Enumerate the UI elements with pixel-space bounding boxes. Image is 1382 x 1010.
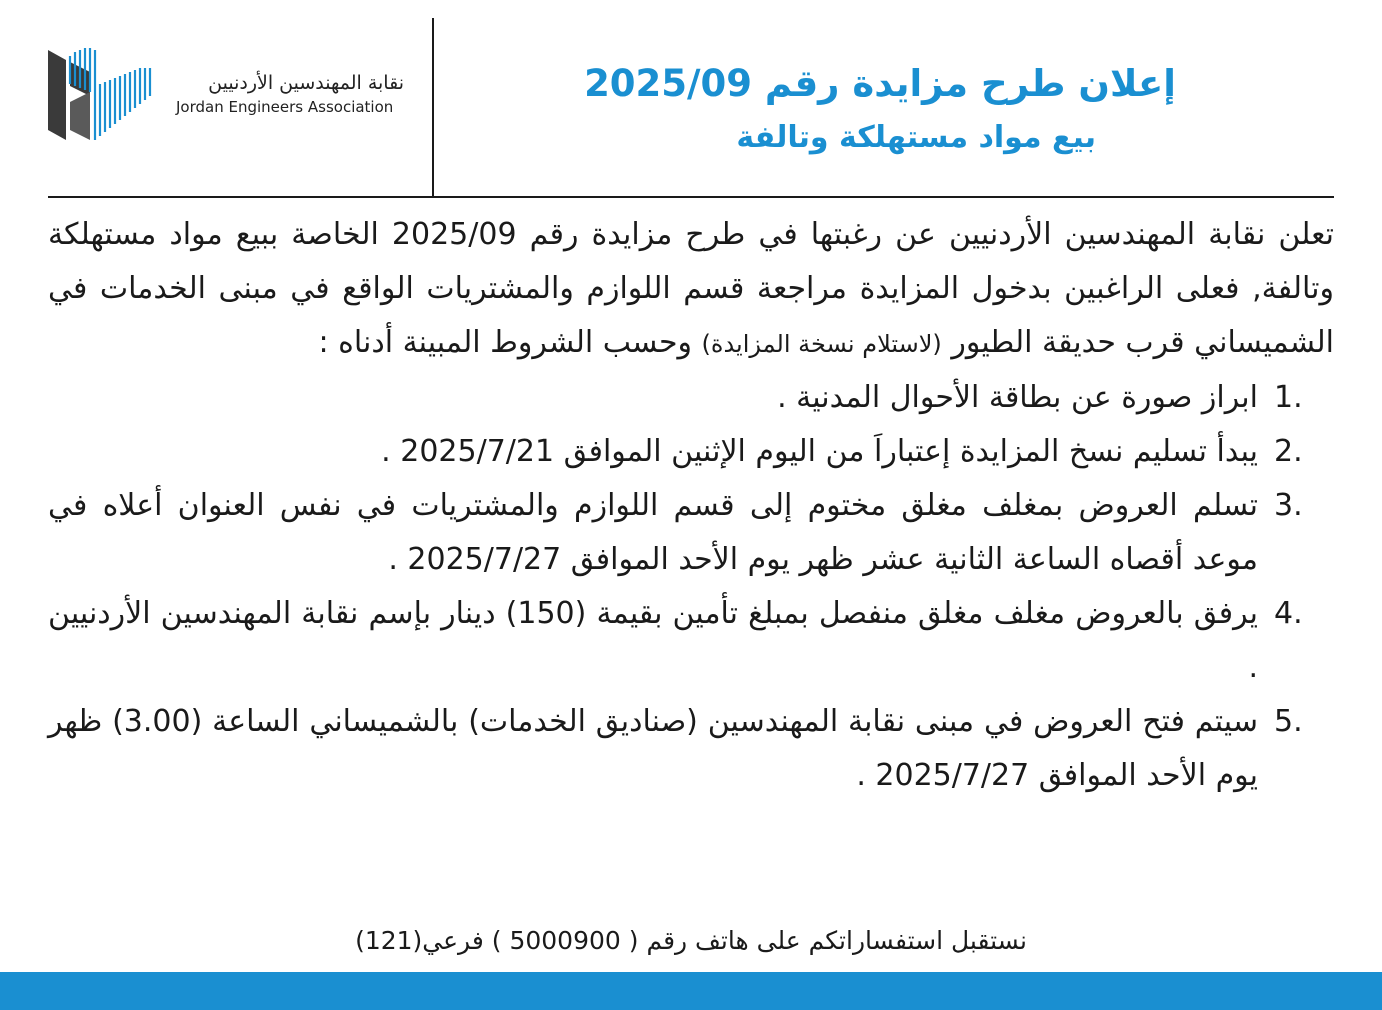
logo-name-arabic: نقابة المهندسين الأردنيين [208,72,404,94]
bottom-accent-bar [0,972,1382,1010]
condition-text: يبدأ تسليم نسخ المزايدة إعتباراَ من اليوم الإثنين الموافق 2025/7/21 . [381,434,1258,469]
condition-item [48,695,1334,803]
announcement-body [48,208,1334,803]
condition-text: سيتم فتح العروض في مبنى نقابة المهندسين (صناديق الخدمات) بالشميساني الساعة (3.00) ظهر يوم الأحد الموافق 2025/7/27 . [48,704,1258,793]
announcement-title: إعلان طرح مزايدة رقم 2025/09 [584,62,1176,105]
jea-logo-mark-icon [46,44,156,144]
association-logo [46,44,416,144]
contact-line: نستقبل استفساراتكم على هاتف رقم ( 5000900 ) فرعي(121) [355,926,1027,955]
condition-item [48,371,1334,425]
header-horizontal-divider [48,196,1334,198]
announcement-header [0,0,1382,200]
conditions-list [48,371,1334,803]
condition-number: 4. [1274,596,1303,631]
announcement-subtitle: بيع مواد مستهلكة وتالفة [736,120,1096,155]
condition-number: 1. [1274,380,1303,415]
condition-item [48,479,1334,587]
condition-text: يرفق بالعروض مغلف مغلق منفصل بمبلغ تأمين بقيمة (150) دينار بإسم نقابة المهندسين الأردنيين . [48,596,1259,685]
intro-text: تعلن نقابة المهندسين الأردنيين عن رغبتها في طرح مزايدة رقم 2025/09 الخاصة ببيع مواد مستهلكة وتالفة, فعلى الراغبين بدخول المزايدة مراجعة قسم اللوازم والمشتريات الواقع في مبنى الخدمات في الشميساني قرب حديقة الطيور [48,217,1334,360]
logo-name-english: Jordan Engineers Association [176,98,394,116]
condition-number: 2. [1274,434,1303,469]
header-vertical-divider [432,18,434,198]
condition-text: تسلم العروض بمغلف مغلق مختوم إلى قسم اللوازم والمشتريات في نفس العنوان أعلاه في موعد أقصاه الساعة الثانية عشر ظهر يوم الأحد الموافق 2025/7/27 . [48,488,1258,577]
condition-number: 5. [1274,704,1303,739]
intro-paragraph [48,208,1334,371]
condition-item [48,425,1334,479]
condition-text: ابراز صورة عن بطاقة الأحوال المدنية . [777,380,1258,415]
condition-number: 3. [1274,488,1303,523]
intro-note: (لاستلام نسخة المزايدة) [701,330,942,358]
condition-item [48,587,1334,695]
intro-text-end: وحسب الشروط المبينة أدناه : [318,325,702,360]
